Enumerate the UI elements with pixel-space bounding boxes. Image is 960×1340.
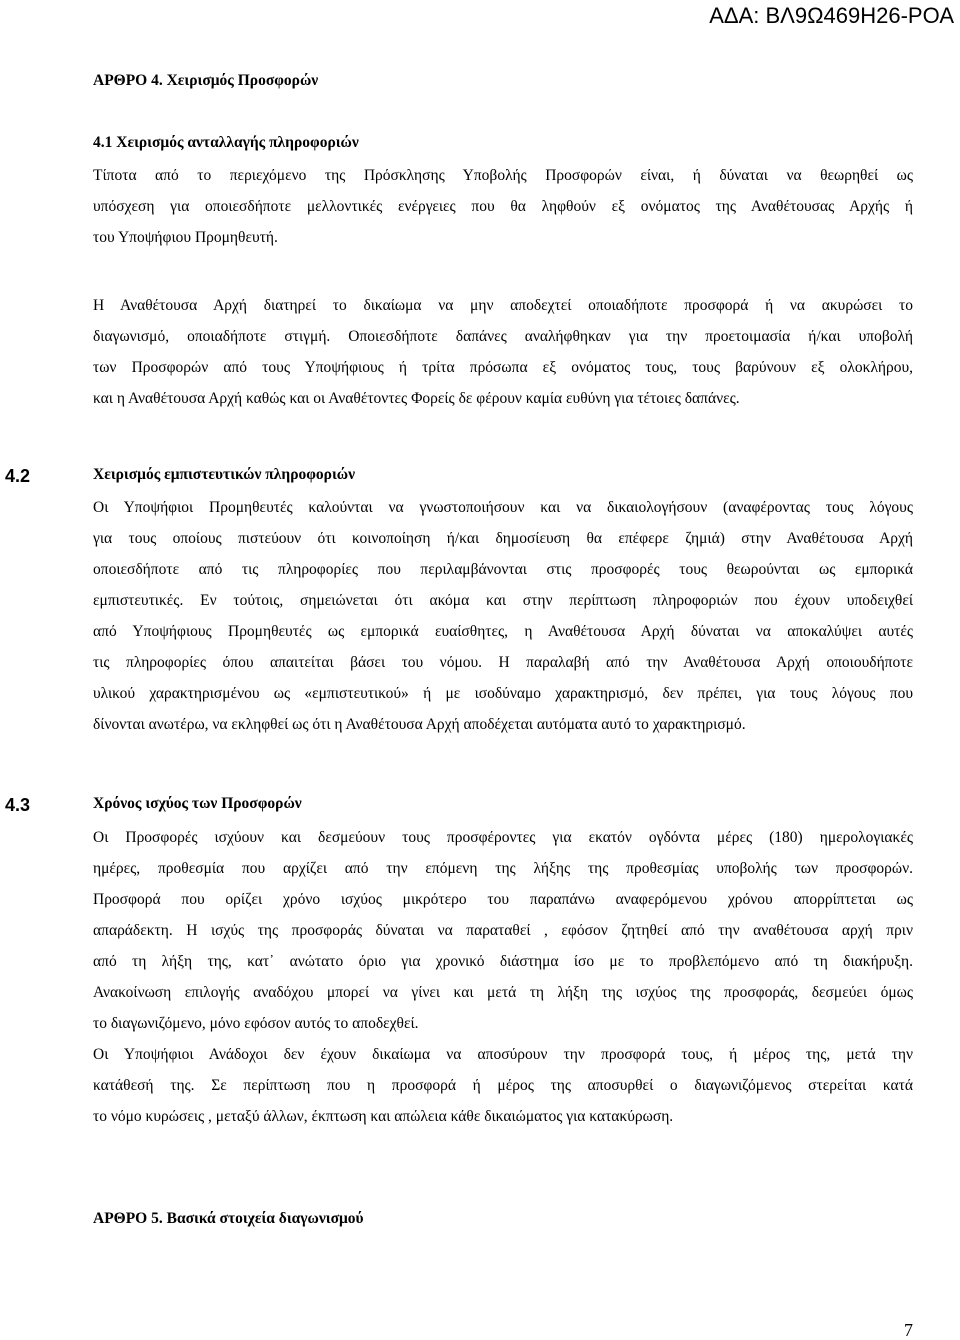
text-line: από Υποψήφιους Προμηθευτές ως εμπορικά ευαίσθητες, η Αναθέτουσα Αρχή δύναται να αποκαλύψει αυτές [93,623,913,640]
text-line: των Προσφορών από τους Υποψήφιους ή τρίτα πρόσωπα εξ ονόματος τους, τους βαρύνουν εξ ολοκλήρου, [93,359,913,376]
text-line: τις πληροφορίες όπου απαιτείται βάσει του νόμου. Η παραλαβή από την Αναθέτουσα Αρχή οποιουδήποτε [93,654,913,671]
text-line: εμπιστευτικές. Εν τούτοις, σημειώνεται ότι ακόμα και στην περίπτωση πληροφοριών που έχουν υποδειχθεί [93,592,913,609]
text-line: Προσφορά που ορίζει χρόνο ισχύος μικρότερο του παραπάνω αναφερόμενου χρόνου απορρίπτεται ως [93,891,913,908]
article-5-title: ΑΡΘΡΟ 5. Βασικά στοιχεία διαγωνισμού [93,1210,364,1227]
text-line: απαράδεκτη. Η ισχύς της προσφοράς δύναται να παραταθεί , εφόσον ζητηθεί από την αναθέτουσα αρχή πριν [93,922,913,939]
text-line: Τίποτα από το περιεχόμενο της Πρόσκλησης Υποβολής Προσφορών είναι, ή δύναται να θεωρηθεί ως [93,167,913,184]
text-line: υπόσχεση για οποιεσδήποτε μελλοντικές ενέργειες που θα ληφθούν εξ ονόματος της Αναθέτουσας Αρχής ή [93,198,913,215]
text-line: από τη λήξη της, κατ᾽ ανώτατο όριο για χρονικό διάστημα ίσο με το προβλεπόμενο από τη διακήρυξη. [93,953,913,970]
section-4-1-heading: 4.1 Χειρισμός ανταλλαγής πληροφοριών [93,134,359,151]
section-number: 4.2 [5,466,31,486]
text-line: Οι Προσφορές ισχύουν και δεσμεύουν τους προσφέροντες για εκατόν ογδόντα μέρες (180) ημερολογιακές [93,829,913,846]
text-line: διαγωνισμό, οποιαδήποτε στιγμή. Οποιεσδήποτε δαπάνες αναλήφθηκαν για την προετοιμασία ή/και υποβολή [93,328,913,345]
section-4-2-header [5,466,356,486]
text-line: Οι Υποψήφιοι Προμηθευτές καλούνται να γνωστοποιήσουν και να δικαιολογήσουν (αναφέροντας τους λόγους [93,499,913,516]
section-4-3-body [93,822,913,1132]
text-line: το διαγωνιζόμενο, μόνο εφόσον αυτός το αποδεχθεί. [93,1015,419,1032]
section-4-1-paragraph-1 [93,160,913,253]
section-4-1-paragraph-2 [93,290,913,414]
text-line: ημέρες, προθεσμία που αρχίζει από την επόμενη της λήξης της προθεσμίας υποβολής των προσφορών. [93,860,913,877]
text-line: δίνονται ανωτέρω, να εκληφθεί ως ότι η Αναθέτουσα Αρχή αποδέχεται αυτόματα αυτό το χαρακτηρισμό. [93,716,746,733]
text-line: οποιεσδήποτε από τις πληροφορίες που περιλαμβάνονται στις προσφορές τους θεωρούνται ως εμπορικά [93,561,913,578]
text-line: Η Αναθέτουσα Αρχή διατηρεί το δικαίωμα να μην αποδεχτεί οποιαδήποτε προσφορά ή να ακυρώσει το [93,297,913,314]
section-4-2-body [93,492,913,740]
text-line: το νόμο κυρώσεις , μεταξύ άλλων, έκπτωση και απώλεια κάθε δικαιώματος για κατακύρωση. [93,1108,674,1125]
text-line: για τους οποίους πιστεύουν ότι κοινοποίηση ή/και δημοσίευση θα επέφερε ζημιά) στην Αναθέτουσα Αρχή [93,530,913,547]
section-4-3-header [5,795,302,815]
text-line: Ανακοίνωση επιλογής αναδόχου μπορεί να γίνει και μετά τη λήξη της ισχύος της προσφοράς, δεσμεύει όμως [93,984,913,1001]
page-number: 7 [904,1320,913,1340]
text-line: υλικού χαρακτηρισμένου ως «εμπιστευτικού» ή με ισοδύναμο χαρακτηρισμό, δεν πρέπει, για τους λόγους που [93,685,913,702]
section-4-2-heading: Χειρισμός εμπιστευτικών πληροφοριών [93,466,356,483]
section-number: 4.3 [5,795,31,815]
article-4-title: ΑΡΘΡΟ 4. Χειρισμός Προσφορών [93,72,319,89]
text-line: του Υποψήφιου Προμηθευτή. [93,229,278,246]
text-line: κατάθεσή της. Σε περίπτωση που η προσφορά ή μέρος της αποσυρθεί ο διαγωνιζόμενος στερείται κατά [93,1077,913,1094]
text-line: και η Αναθέτουσα Αρχή καθώς και οι Αναθέτοντες Φορείς δε φέρουν καμία ευθύνη για τέτοιες δαπάνες. [93,390,740,407]
text-line: Οι Υποψήφιοι Ανάδοχοι δεν έχουν δικαίωμα να αποσύρουν την προσφορά τους, ή μέρος της, μετά την [93,1046,913,1063]
section-4-3-heading: Χρόνος ισχύος των Προσφορών [93,795,302,812]
ada-code: ΑΔΑ: ΒΛ9Ω469Η26-ΡΟΑ [709,3,954,28]
